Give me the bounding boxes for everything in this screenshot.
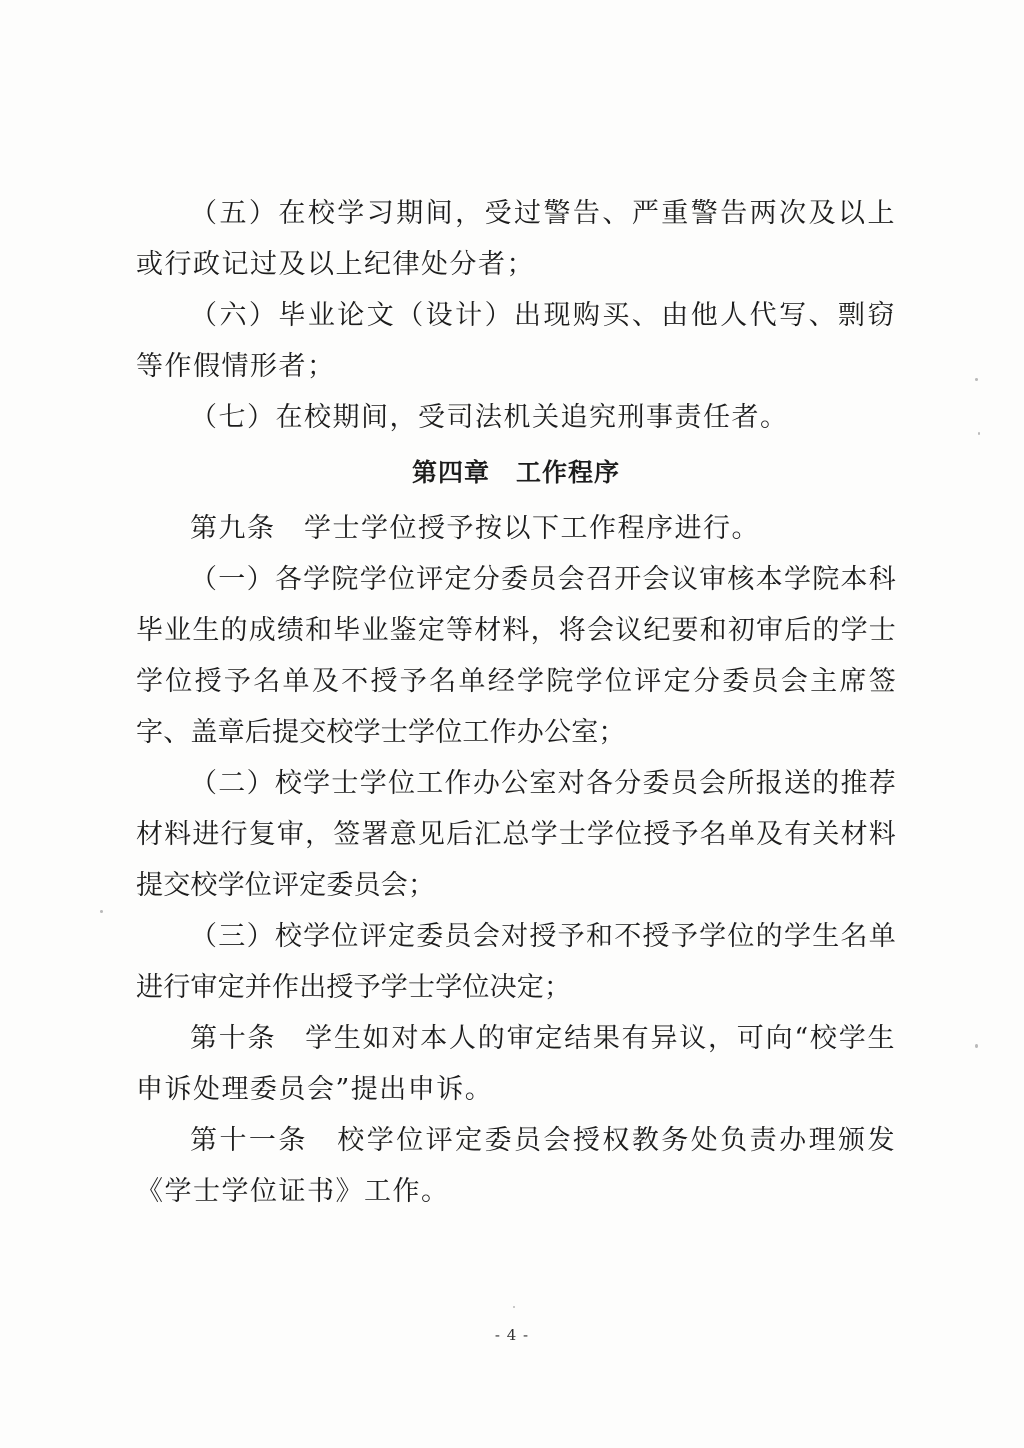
clause-item-5: （五）在校学习期间，受过警告、严重警告两次及以上或行政记过及以上纪律处分者； (136, 198, 896, 280)
article-11: 第十一条 校学位评定委员会授权教务处负责办理颁发《学士学位证书》工作。 (136, 1125, 896, 1207)
scan-speck (100, 910, 103, 913)
page-content (136, 188, 896, 1217)
scan-speck (513, 1306, 515, 1308)
scan-speck (975, 1044, 978, 1048)
chapter-title: 工作程序 (516, 458, 621, 487)
chapter-number: 第四章 (411, 458, 490, 487)
article-9-item-1: （一）各学院学位评定分委员会召开会议审核本学院本科毕业生的成绩和毕业鉴定等材料，将会议纪要和初审后的学士学位授予名单及不授予名单经学院学位评定分委员会主席签字、盖章后提交校学士学位工作办公室； (136, 564, 896, 748)
scan-speck (975, 378, 978, 381)
article-9: 第九条 学士学位授予按以下工作程序进行。 (190, 513, 760, 544)
clause-item-6: （六）毕业论文（设计）出现购买、由他人代写、剽窃等作假情形者； (136, 300, 896, 382)
chapter-heading (136, 443, 896, 503)
page-number: - 4 - (494, 1326, 530, 1344)
article-10: 第十条 学生如对本人的审定结果有异议，可向“校学生申诉处理委员会”提出申诉。 (136, 1023, 896, 1105)
article-9-item-2: （二）校学士学位工作办公室对各分委员会所报送的推荐材料进行复审，签署意见后汇总学士学位授予名单及有关材料提交校学位评定委员会； (136, 768, 896, 901)
clause-item-7: （七）在校期间，受司法机关追究刑事责任者。 (190, 402, 789, 433)
article-9-item-3: （三）校学位评定委员会对授予和不授予学位的学生名单进行审定并作出授予学士学位决定； (136, 921, 896, 1003)
scan-speck (978, 432, 980, 435)
